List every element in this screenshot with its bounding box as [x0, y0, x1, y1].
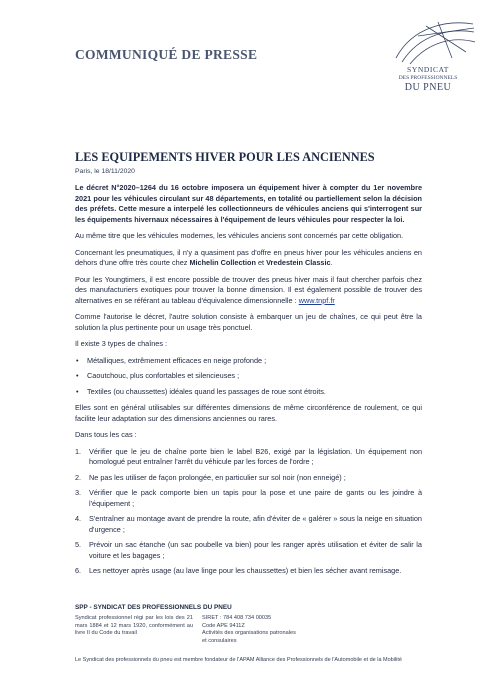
recommendations-list — [75, 447, 422, 577]
chain-types-list — [75, 356, 422, 398]
youngtimers-text: Pour les Youngtimers, il est encore possible de trouver des pneus hiver mais il faut chercher parfois chez des manufacturiers exotiques pour trouver la bonne dimension. Il est également possible de trouver des alternatives en se référant au tableau d'équivalence dimensionnelle : — [75, 274, 422, 305]
header-title: COMMUNIQUÉ DE PRESSE — [75, 47, 258, 62]
list-item — [75, 488, 422, 509]
paragraph-chains: Comme l'autorise le décret, l'autre solution consiste à embarquer un jeu de chaînes, ce qui peut être la solution la plus pertinente pour un usage très ponctuel. — [75, 312, 422, 332]
step-text: Vérifier que le jeu de chaîne porte bien le label B26, exigé par la législation. Un équipement non homologué peut entraîner l'arrêt du véhicule par les forces de l'ordre ; — [89, 446, 422, 466]
step-number: 3. — [75, 488, 82, 497]
footer-membership-note: Le Syndicat des professionnels du pneu est membre fondateur de l'APAM Alliance des Professionnels de l'Automobile et de la Mobilité — [75, 657, 402, 663]
list-item — [75, 473, 422, 484]
tyres-text: Concernant les pneumatiques, il n'y a quasiment pas d'offre en pneus hiver pour les véhicules anciens en dehors d'une offre très courte chez — [75, 247, 422, 267]
step-text: Les nettoyer après usage (au lave linge pour les chaussettes) et bien les sécher avant remisage. — [89, 566, 402, 575]
step-number: 6. — [75, 566, 82, 575]
paragraph-youngtimers — [75, 275, 422, 307]
paragraph-vehicles: Au même titre que les véhicules modernes, les véhicules anciens sont concernés par cette obligation. — [75, 231, 404, 240]
document-title: LES EQUIPEMENTS HIVER POUR LES ANCIENNES — [75, 150, 375, 164]
step-number: 2. — [75, 472, 82, 482]
tnpf-link[interactable]: www.tnpf.fr — [298, 295, 335, 305]
footer-ape: Code APE 9411Z — [202, 622, 245, 629]
list-item — [75, 566, 422, 577]
paragraph-tyres — [75, 248, 422, 269]
body-text — [75, 183, 422, 582]
intro-paragraph: Le décret N°2020–1264 du 16 octobre imposera un équipement hiver à compter du 1er novembre 2021 pour les véhicules circulant sur 48 départements, en totalité ou partiellement selon la décision des préfets. Cette mesure a interpelé les collectionneurs de véhicules anciens qui s'interrogent sur les équipements hivernaux nécessaires à l'équipement de leurs véhicules pour respecter la loi. — [75, 183, 422, 224]
paragraph-dimensions: Elles sont en général utilisables sur différentes dimensions de même circonférence de roulement, ce qui facilite leur adaptation sur des dimensions anciennes ou rares. — [75, 403, 422, 423]
footer — [75, 604, 422, 663]
footer-activity-1: Activités des organisations patronales — [202, 630, 296, 637]
spp-logo — [378, 18, 478, 110]
footer-title: SPP - SYNDICAT DES PROFESSIONNELS DU PNEU — [75, 604, 232, 611]
step-text: Ne pas les utiliser de façon prolongée, en particulier sur sol noir (non enneigé) ; — [89, 472, 346, 482]
list-item: • Métalliques, extrêmement efficaces en neige profonde ; — [75, 356, 422, 367]
brand-vredestein: Vredestein Classic — [266, 258, 331, 267]
paragraph-chain-types-intro: Il existe 3 types de chaînes : — [75, 339, 168, 348]
step-text: Vérifier que le pack comporte bien un tapis pour la pose et une paire de gants ou les joindre à l'équipement ; — [89, 488, 422, 508]
logo-line-1: SYNDICAT — [407, 65, 449, 74]
step-number: 4. — [75, 514, 82, 523]
list-item — [75, 540, 422, 561]
step-text: S'entraîner au montage avant de prendre la route, afin d'éviter de « galérer » sous la neige en situation d'urgence ; — [89, 514, 422, 534]
footer-registration — [202, 615, 332, 645]
logo-line-2: DES PROFESSIONNELS — [398, 75, 458, 81]
paragraph-all-cases: Dans tous les cas : — [75, 430, 137, 439]
logo-emblem-icon — [378, 18, 478, 68]
step-number: 5. — [75, 540, 82, 549]
list-item: • Caoutchouc, plus confortables et silencieuses ; — [75, 371, 422, 382]
list-item — [75, 447, 422, 468]
brand-michelin: Michelin Collection — [189, 258, 256, 267]
tyres-end: . — [330, 258, 333, 267]
list-item — [75, 514, 422, 535]
list-item: • Textiles (ou chaussettes) idéales quand les passages de roue sont étroits. — [75, 387, 422, 398]
step-number: 1. — [75, 446, 82, 456]
step-text: Prévoir un sac étanche (un sac poubelle va bien) pour les ranger après utilisation et éviter de salir la voiture et les bagages ; — [89, 540, 422, 560]
tyres-and: et — [255, 258, 267, 267]
footer-legal-status: Syndicat professionnel régi par les lois des 21 mars 1884 et 12 mars 1920, conformément au livre II du Code du travail — [75, 615, 193, 637]
date-line: Paris, le 18/11/2020 — [75, 168, 135, 175]
footer-activity-2: et consulaires — [202, 637, 237, 644]
logo-line-3: DU PNEU — [404, 82, 452, 93]
footer-siret: SIRET : 784 408 734 00035 — [202, 615, 272, 621]
